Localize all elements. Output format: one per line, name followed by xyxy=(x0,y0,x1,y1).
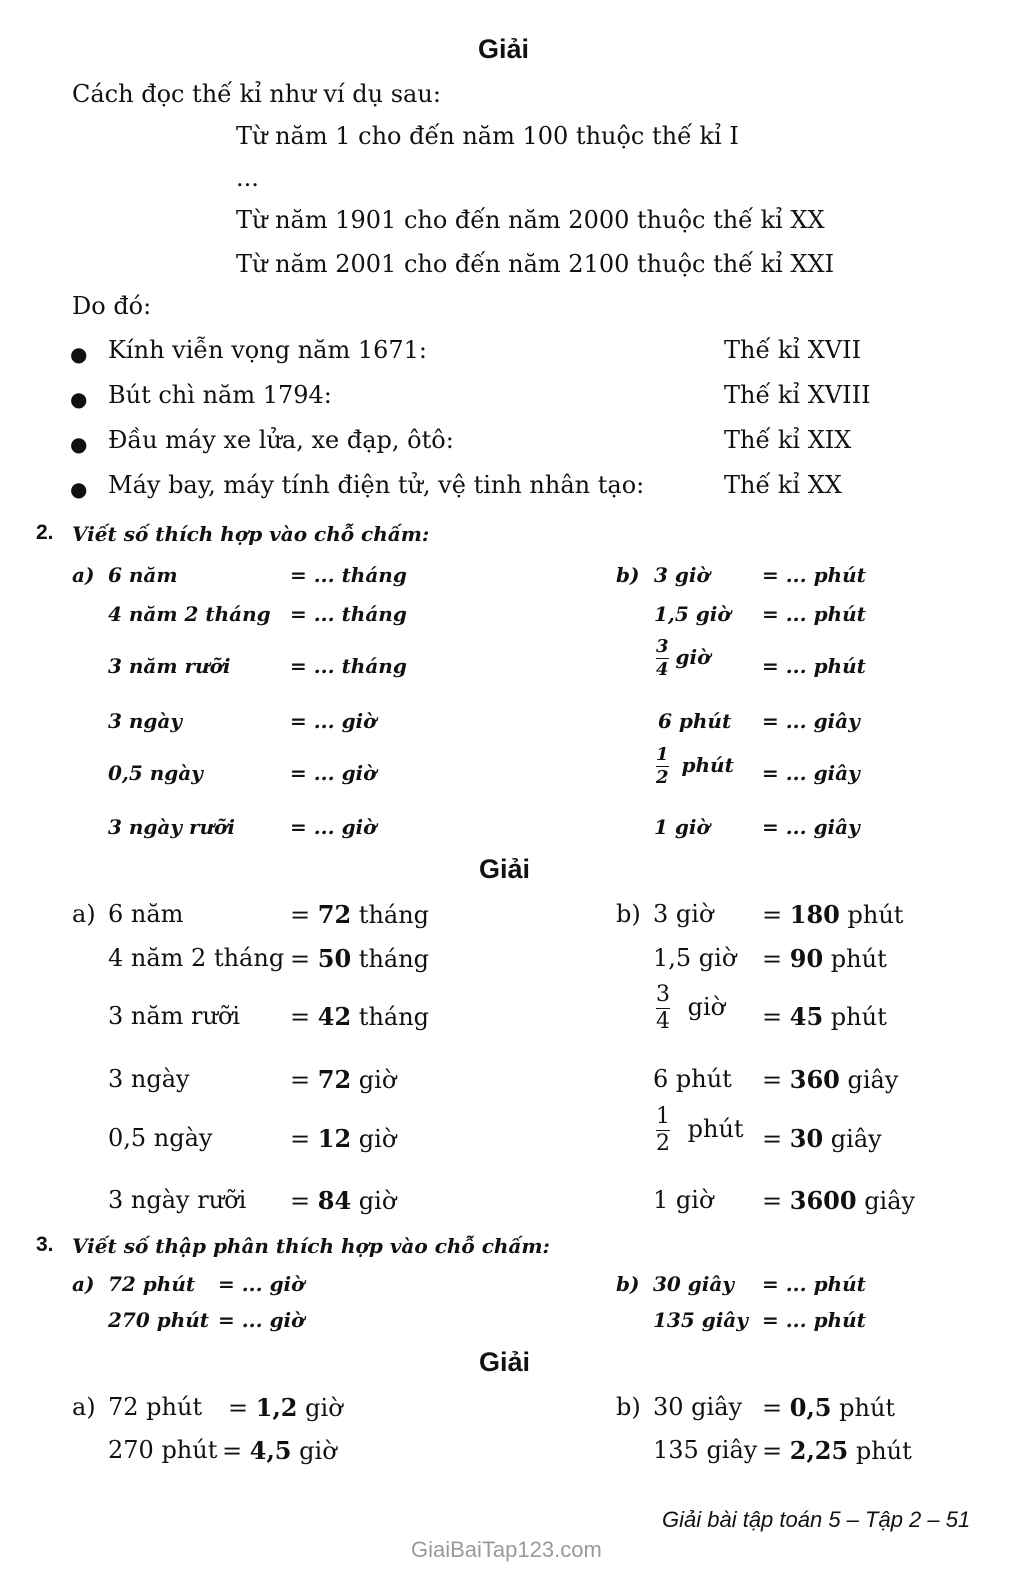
answer-unit: phút xyxy=(839,1394,896,1422)
question-left: 3 ngày rưỡi xyxy=(108,815,235,839)
question-left: 1 giờ xyxy=(654,815,710,839)
answer-unit: tháng xyxy=(358,945,430,973)
question-right: = ... giây xyxy=(762,709,860,733)
question-left: 3 ngày xyxy=(108,709,182,733)
answer-unit: phút xyxy=(847,901,904,929)
equals-sign: = xyxy=(762,1437,783,1465)
fraction-denominator: 4 xyxy=(656,659,669,680)
answer-left: 1 giờ xyxy=(653,1186,714,1214)
intro-text: Cách đọc thế kỉ như ví dụ sau: xyxy=(72,80,441,108)
part-b-marker: b) xyxy=(616,563,640,587)
question-right: = ... tháng xyxy=(290,654,407,678)
answer-right xyxy=(290,1002,429,1031)
question-left: 4 năm 2 tháng xyxy=(108,602,271,626)
equals-sign: = xyxy=(762,1125,783,1153)
part-a-marker: a) xyxy=(72,900,96,928)
answer-value: 45 xyxy=(789,1002,824,1031)
answer-left: 0,5 ngày xyxy=(108,1124,213,1152)
fraction-denominator: 4 xyxy=(656,1009,670,1034)
exercise-number: 3. xyxy=(36,1233,54,1256)
question-fraction xyxy=(656,746,734,787)
part-a-marker: a) xyxy=(72,1272,95,1296)
exercise-title: Viết số thập phân thích hợp vào chỗ chấm: xyxy=(72,1234,550,1258)
answer-right xyxy=(762,1436,912,1465)
watermark: GiaiBaiTap123.com xyxy=(411,1537,602,1562)
bullet-value: Thế kỉ XX xyxy=(724,471,842,499)
answer-left: 4 năm 2 tháng xyxy=(108,944,285,972)
bullet-value: Thế kỉ XIX xyxy=(724,426,852,454)
question-unit: phút xyxy=(681,753,734,777)
exercise-number: 2. xyxy=(36,521,54,544)
answer-left: 3 ngày xyxy=(108,1065,190,1093)
equals-sign: = xyxy=(762,1394,783,1422)
answer-unit: giờ xyxy=(358,1066,397,1094)
solution-heading-2: Giải xyxy=(479,854,531,884)
answer-value: 84 xyxy=(317,1186,352,1215)
answer-unit: giờ xyxy=(358,1125,397,1153)
question-right: = ... giây xyxy=(762,815,860,839)
question-right: = ... phút xyxy=(762,1308,866,1332)
question-right: = ... giờ xyxy=(290,709,377,733)
equals-sign: = xyxy=(290,1003,311,1031)
answer-left: 1,5 giờ xyxy=(653,944,737,972)
answer-value: 72 xyxy=(317,900,352,929)
bullet-label: Đầu máy xe lửa, xe đạp, ôtô: xyxy=(108,426,454,454)
fraction-numerator: 1 xyxy=(656,1104,670,1129)
part-b-marker: b) xyxy=(616,1393,641,1421)
answer-unit: giờ xyxy=(299,1437,337,1465)
equals-sign: = xyxy=(762,1066,783,1094)
fraction-denominator: 2 xyxy=(656,767,669,788)
answer-unit-left: phút xyxy=(687,1115,744,1143)
answer-value: 0,5 xyxy=(789,1393,832,1422)
answer-unit-left: giờ xyxy=(687,993,726,1021)
bullet-label: Máy bay, máy tính điện tử, vệ tinh nhân tạo: xyxy=(108,471,645,499)
exercise-title: Viết số thích hợp vào chỗ chấm: xyxy=(72,522,430,546)
answer-unit: tháng xyxy=(358,1003,430,1031)
question-fraction xyxy=(656,638,710,679)
answer-right xyxy=(290,1186,396,1215)
equals-sign: = xyxy=(222,1437,243,1465)
question-left: 6 phút xyxy=(658,709,732,733)
fraction-numerator: 3 xyxy=(656,636,669,657)
answer-left: 6 năm xyxy=(108,900,184,928)
question-left: 1,5 giờ xyxy=(654,602,731,626)
answer-right xyxy=(762,944,887,973)
question-left: 3 giờ xyxy=(654,563,710,587)
equals-sign: = xyxy=(228,1394,249,1422)
answer-value: 12 xyxy=(317,1124,352,1153)
question-left: 30 giây xyxy=(653,1272,734,1296)
question-left: 135 giây xyxy=(653,1308,748,1332)
answer-right xyxy=(762,1002,887,1031)
answer-right xyxy=(290,944,429,973)
answer-left: 135 giây xyxy=(653,1436,758,1464)
question-left: 270 phút xyxy=(108,1308,210,1332)
question-right: = ... giây xyxy=(762,761,860,785)
bullet-icon: ● xyxy=(70,387,88,411)
question-right: = ... giờ xyxy=(290,815,377,839)
question-right: = ... phút xyxy=(762,563,866,587)
equals-sign: = xyxy=(290,1066,311,1094)
equals-sign: = xyxy=(762,1003,783,1031)
question-right: = ... phút xyxy=(762,602,866,626)
solution-heading-1: Giải xyxy=(478,34,530,64)
question-right: = ... giờ xyxy=(218,1272,305,1296)
answer-unit: phút xyxy=(830,945,887,973)
answer-unit: giây xyxy=(864,1187,916,1215)
answer-unit: tháng xyxy=(358,901,430,929)
answer-value: 72 xyxy=(317,1065,352,1094)
fraction-numerator: 1 xyxy=(656,744,669,765)
answer-unit: phút xyxy=(830,1003,887,1031)
equals-sign: = xyxy=(762,945,783,973)
answer-right xyxy=(762,1065,898,1094)
equals-sign: = xyxy=(290,901,311,929)
answer-fraction xyxy=(656,1106,744,1155)
answer-value: 90 xyxy=(789,944,824,973)
equals-sign: = xyxy=(290,945,311,973)
equals-sign: = xyxy=(762,901,783,929)
bullet-label: Bút chì năm 1794: xyxy=(108,381,332,409)
answer-right xyxy=(290,1065,396,1094)
answer-unit: giây xyxy=(847,1066,899,1094)
answer-value: 1,2 xyxy=(255,1393,298,1422)
question-left: 72 phút xyxy=(108,1272,196,1296)
therefore-text: Do đó: xyxy=(72,292,152,320)
equals-sign: = xyxy=(762,1187,783,1215)
question-left: 3 năm rưỡi xyxy=(108,654,231,678)
question-right: = ... tháng xyxy=(290,563,407,587)
question-right: = ... giờ xyxy=(290,761,377,785)
answer-value: 50 xyxy=(317,944,352,973)
bullet-icon: ● xyxy=(70,432,88,456)
part-a-marker: a) xyxy=(72,563,95,587)
bullet-icon: ● xyxy=(70,477,88,501)
answer-right xyxy=(762,1186,915,1215)
question-right: = ... giờ xyxy=(218,1308,305,1332)
question-left: 6 năm xyxy=(108,563,178,587)
answer-value: 3600 xyxy=(789,1186,857,1215)
answer-left: 3 năm rưỡi xyxy=(108,1002,241,1030)
answer-value: 30 xyxy=(789,1124,824,1153)
answer-value: 180 xyxy=(789,900,840,929)
answer-left: 3 ngày rưỡi xyxy=(108,1186,247,1214)
question-right: = ... phút xyxy=(762,654,866,678)
question-right: = ... tháng xyxy=(290,602,407,626)
answer-left: 270 phút xyxy=(108,1436,218,1464)
question-right: = ... phút xyxy=(762,1272,866,1296)
answer-right xyxy=(290,900,429,929)
answer-unit: giờ xyxy=(358,1187,397,1215)
answer-value: 4,5 xyxy=(249,1436,292,1465)
question-left: 0,5 ngày xyxy=(108,761,203,785)
answer-left: 6 phút xyxy=(653,1065,732,1093)
answer-right xyxy=(762,1124,882,1153)
equals-sign: = xyxy=(290,1125,311,1153)
example-line: Từ năm 1 cho đến năm 100 thuộc thế kỉ I xyxy=(236,122,739,150)
answer-right xyxy=(762,1393,895,1422)
example-line: Từ năm 2001 cho đến năm 2100 thuộc thế kỉ XXI xyxy=(236,250,835,278)
answer-fraction xyxy=(656,984,725,1033)
part-a-marker: a) xyxy=(72,1393,96,1421)
solution-heading-3: Giải xyxy=(479,1347,531,1377)
answer-value: 42 xyxy=(317,1002,352,1031)
fraction-denominator: 2 xyxy=(656,1131,670,1156)
answer-value: 360 xyxy=(789,1065,840,1094)
answer-right xyxy=(222,1436,337,1465)
bullet-value: Thế kỉ XVII xyxy=(724,336,862,364)
bullet-icon: ● xyxy=(70,342,88,366)
question-unit: giờ xyxy=(675,645,711,669)
answer-value: 2,25 xyxy=(789,1436,849,1465)
answer-right xyxy=(762,900,903,929)
part-b-marker: b) xyxy=(616,1272,640,1296)
answer-unit: giờ xyxy=(305,1394,343,1422)
answer-left: 72 phút xyxy=(108,1393,203,1421)
answer-left: 30 giây xyxy=(653,1393,743,1421)
page-footer: Giải bài tập toán 5 – Tập 2 – 51 xyxy=(662,1507,971,1532)
answer-unit: giây xyxy=(830,1125,882,1153)
example-line: Từ năm 1901 cho đến năm 2000 thuộc thế kỉ XX xyxy=(236,206,825,234)
equals-sign: = xyxy=(290,1187,311,1215)
part-b-marker: b) xyxy=(616,900,641,928)
answer-right xyxy=(290,1124,396,1153)
example-ellipsis: ... xyxy=(236,164,259,192)
answer-right xyxy=(228,1393,343,1422)
bullet-label: Kính viễn vọng năm 1671: xyxy=(108,336,428,364)
answer-left: 3 giờ xyxy=(653,900,714,928)
answer-unit: phút xyxy=(855,1437,912,1465)
bullet-value: Thế kỉ XVIII xyxy=(724,381,871,409)
fraction-numerator: 3 xyxy=(656,982,670,1007)
